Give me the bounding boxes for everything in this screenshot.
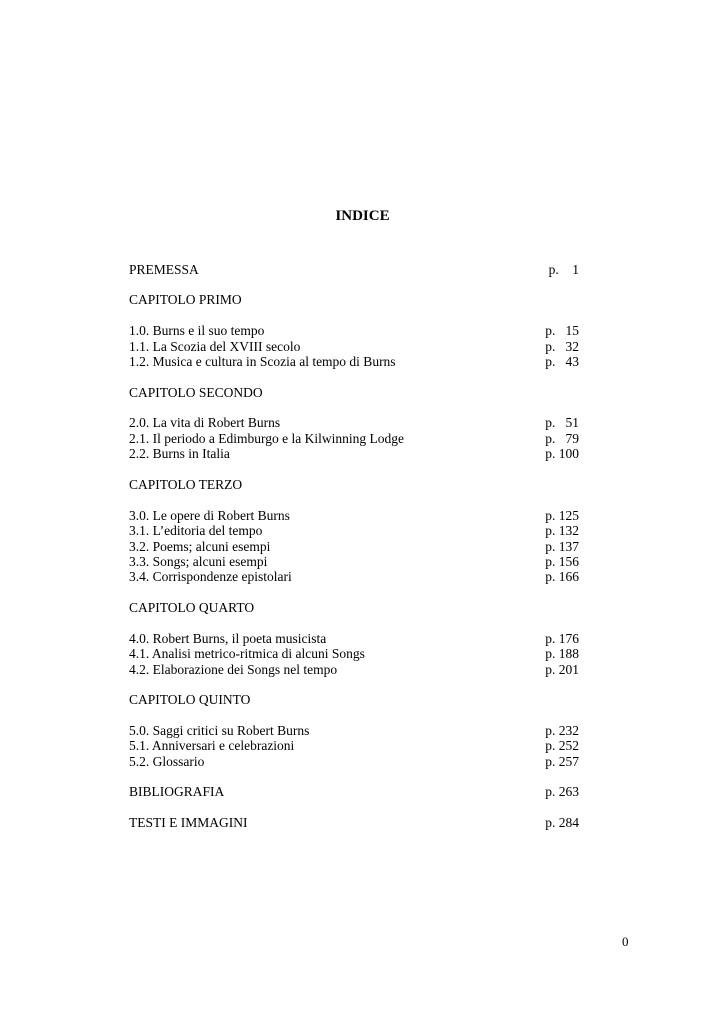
toc-entry bbox=[129, 738, 579, 754]
index-title: INDICE bbox=[335, 208, 390, 224]
toc-entry bbox=[129, 646, 579, 662]
toc-entry-page: p. 156 bbox=[545, 554, 579, 569]
toc-entry-label: 3.0. Le opere di Robert Burns bbox=[129, 508, 290, 523]
toc-entry bbox=[129, 339, 579, 355]
toc-entry-label: 1.2. Musica e cultura in Scozia al tempo di Burns bbox=[129, 354, 396, 369]
toc-entry-page: p. 284 bbox=[545, 815, 579, 830]
toc-entry-premessa bbox=[129, 262, 579, 278]
toc-entry-page: p. 100 bbox=[545, 446, 579, 461]
toc-entry bbox=[129, 415, 579, 431]
toc-entry-page: p. 1 bbox=[548, 262, 579, 277]
toc-entry-label: CAPITOLO TERZO bbox=[129, 477, 243, 492]
toc-entry-label: 2.2. Burns in Italia bbox=[129, 446, 230, 461]
toc-entry-label: 2.1. Il periodo a Edimburgo e la Kilwinning Lodge bbox=[129, 431, 404, 446]
toc-entry bbox=[129, 323, 579, 339]
toc-chapter-heading bbox=[129, 600, 579, 616]
toc-entry-label: TESTI E IMMAGINI bbox=[129, 815, 248, 830]
toc-entry-bibliografia bbox=[129, 784, 579, 800]
toc-entry-page: p. 263 bbox=[545, 784, 579, 799]
toc-entry-label: CAPITOLO QUINTO bbox=[129, 692, 251, 707]
toc-entry-page: p. 15 bbox=[545, 323, 579, 338]
toc-entry bbox=[129, 508, 579, 524]
toc-entry-page: p. 201 bbox=[545, 662, 579, 677]
toc-entry-label: 4.2. Elaborazione dei Songs nel tempo bbox=[129, 662, 338, 677]
toc-entry-page: p. 257 bbox=[545, 754, 579, 769]
toc-entry-label: CAPITOLO SECONDO bbox=[129, 385, 263, 400]
toc-entry-label: 4.0. Robert Burns, il poeta musicista bbox=[129, 631, 327, 646]
toc-chapter-heading bbox=[129, 477, 579, 493]
toc-entry-label: 3.3. Songs; alcuni esempi bbox=[129, 554, 268, 569]
toc-entry-page: p. 188 bbox=[545, 646, 579, 661]
toc-entry-page: p. 176 bbox=[545, 631, 579, 646]
toc-chapter-heading bbox=[129, 692, 579, 708]
toc-entry bbox=[129, 554, 579, 570]
toc-entry-label: 4.1. Analisi metrico-ritmica di alcuni Songs bbox=[129, 646, 365, 661]
toc-entry-testi-e-immagini bbox=[129, 815, 579, 831]
toc-entry-label: 3.4. Corrispondenze epistolari bbox=[129, 569, 292, 584]
toc-entry-label: 5.0. Saggi critici su Robert Burns bbox=[129, 723, 310, 738]
toc-entry-page: p. 51 bbox=[545, 415, 579, 430]
toc-entry-page: p. 32 bbox=[545, 339, 579, 354]
toc-entry-label: 3.1. L’editoria del tempo bbox=[129, 523, 263, 538]
toc-entry bbox=[129, 569, 579, 585]
toc-entry-label: CAPITOLO PRIMO bbox=[129, 292, 242, 307]
toc-entry-label: 2.0. La vita di Robert Burns bbox=[129, 415, 281, 430]
toc-entry-page: p. 43 bbox=[545, 354, 579, 369]
toc-entry-label: CAPITOLO QUARTO bbox=[129, 600, 255, 615]
toc-entry bbox=[129, 354, 579, 370]
toc-entry bbox=[129, 723, 579, 739]
toc-entry-page: p. 252 bbox=[545, 738, 579, 753]
toc-entry bbox=[129, 754, 579, 770]
toc-entry-page: p. 137 bbox=[545, 539, 579, 554]
toc-entry bbox=[129, 539, 579, 555]
toc-entry bbox=[129, 446, 579, 462]
toc-chapter-heading bbox=[129, 292, 579, 308]
toc-entry-page: p. 232 bbox=[545, 723, 579, 738]
toc-entry-label: 3.2. Poems; alcuni esempi bbox=[129, 539, 271, 554]
toc-chapter-heading bbox=[129, 385, 579, 401]
toc-entry bbox=[129, 523, 579, 539]
toc-entry bbox=[129, 662, 579, 678]
toc-entry-label: 1.1. La Scozia del XVIII secolo bbox=[129, 339, 301, 354]
page-number: 0 bbox=[622, 934, 629, 949]
toc-entry-page: p. 125 bbox=[545, 508, 579, 523]
toc-entry-label: BIBLIOGRAFIA bbox=[129, 784, 225, 799]
toc-entry-label: PREMESSA bbox=[129, 262, 199, 277]
toc-entry-label: 5.1. Anniversari e celebrazioni bbox=[129, 738, 295, 753]
toc-entry bbox=[129, 631, 579, 647]
toc-entry-label: 5.2. Glossario bbox=[129, 754, 205, 769]
toc-entry-page: p. 132 bbox=[545, 523, 579, 538]
toc-entry-page: p. 79 bbox=[545, 431, 579, 446]
toc-entry-page: p. 166 bbox=[545, 569, 579, 584]
toc-entry-label: 1.0. Burns e il suo tempo bbox=[129, 323, 265, 338]
toc-entry bbox=[129, 431, 579, 447]
